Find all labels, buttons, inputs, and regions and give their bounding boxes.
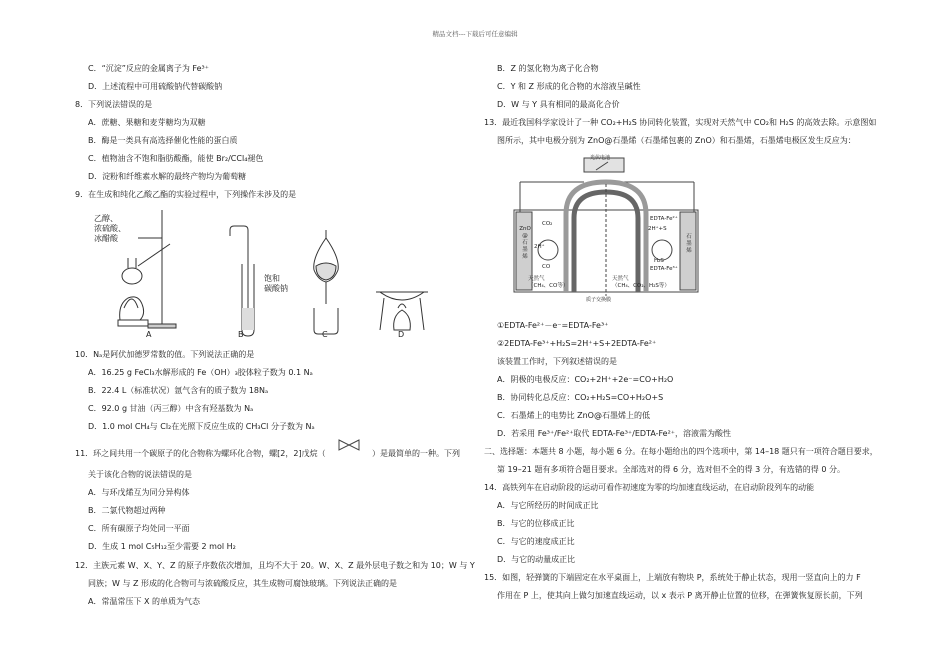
q7-option-c: C．“沉淀”反应的金属离子为 Fe³⁺ [88,64,209,73]
q12-option-c: C．Y 和 Z 形成的化合物的水溶液呈碱性 [497,82,641,91]
gas-left-line: （CH₄、CO等） [528,283,569,289]
q8-stem: 8．下列说法错误的是 [75,100,153,109]
q10-option-b: B．22.4 L（标准状况）氩气含有的质子数为 18Nₐ [88,386,269,395]
fig-label-c: C [322,330,328,339]
fig-a-reagent: 乙醇、 [94,214,118,223]
q14-option-a: A．与它所经历的时间成正比 [497,501,599,510]
graphene-char: 墨 [686,241,692,247]
spiropentane-structure-icon [338,439,360,451]
gas-left-line: 天然气 [528,276,545,282]
q13-stem-cont: 图所示，其中电极分别为 ZnO@石墨烯（石墨烯包裹的 ZnO）和石墨烯，石墨烯电极区发生反应为： [497,136,856,145]
species-2h: 2H⁺ [534,244,545,250]
fig-b-reagent-line: 碳酸钠 [264,284,288,293]
q11-option-a: A．与环戊烯互为同分异构体 [88,488,190,497]
q13-option-b: B．协同转化总反应：CO₂+H₂S=CO+H₂O+S [497,393,664,402]
q12-option-a: A．常温常压下 X 的单质为气态 [88,597,201,606]
q14-stem: 14．高铁列车在启动阶段的运动可看作初速度为零的均加速直线运动，在启动阶段列车的动能 [484,483,815,492]
zno-char: 石 [522,240,528,246]
species-edta-fe2: EDTA-Fe²⁺ [650,216,678,222]
q13-reaction-2: ②2EDTA-Fe³⁺+H₂S=2H⁺+S+2EDTA-Fe²⁺ [497,339,657,348]
fig-b-reagent-line: 饱和 [264,274,280,283]
q11-option-d: D．生成 1 mol C₅H₁₂至少需要 2 mol H₂ [88,542,236,551]
fig-a-reagents [94,214,126,244]
gas-right-label [612,276,670,290]
q7-option-d: D．上述流程中可用硫酸钠代替碳酸钠 [88,82,223,91]
gas-left-label [528,276,568,290]
q14-option-c: C．与它的速度成正比 [497,537,575,546]
q15-stem: 15．如图，轻弹簧的下端固定在水平桌面上，上端放有物块 P，系统处于静止状态，现用一竖直向上的力 F [484,573,861,582]
q13-option-a: A．阴极的电极反应：CO₂+2H⁺+2e⁻=CO+H₂O [497,375,674,384]
q11-option-c: C．所有碳原子均处同一平面 [88,524,190,533]
fig-label-d: D [398,330,405,339]
page-header: 精品文档---下载后可任意编辑 [432,30,518,38]
q13-device-figure [512,154,700,304]
zno-char: 烯 [522,254,528,260]
solar-panel-label: 光伏电池 [590,155,611,161]
q12-option-b: B．Z 的氢化物为离子化合物 [497,64,599,73]
q11-option-b: B．二氯代物超过两种 [88,506,166,515]
q11-stem-part1: 11．环之间共用一个碳原子的化合物称为螺环化合物，螺[2，2]戊烷（ [75,449,326,458]
q12-option-d: D．W 与 Y 具有相同的最高化合价 [497,100,620,109]
section-2-heading: 二、选择题：本题共 8 小题，每小题 6 分。在每小题给出的四个选项中，第 14–18 题只有一项符合题目要求， [484,447,878,456]
q10-option-c: C．92.0 g 甘油（丙三醇）中含有羟基数为 Nₐ [88,404,254,413]
q13-stem: 13．最近我国科学家设计了一种 CO₂+H₂S 协同转化装置，实现对天然气中 CO₂和 H₂S 的高效去除。示意图如 [484,118,877,127]
q9-apparatus-figure [88,208,468,343]
q10-option-a: A．16.25 g FeCl₃水解形成的 Fe（OH）₃胶体粒子数为 0.1 Nₐ [88,368,313,377]
graphene-char: 烯 [686,248,692,254]
membrane-label: 质子交换膜 [586,297,612,303]
zno-electrode-label [518,226,532,261]
zno-char: @ [522,233,528,239]
fig-label-b: B [238,330,244,339]
q11-stem-part2: ）是最简单的一种。下列 [372,449,460,458]
species-co2: CO₂ [542,221,553,227]
q9-stem: 9．在生成和纯化乙酸乙酯的实验过程中，下列操作未涉及的是 [75,190,297,199]
q10-option-d: D．1.0 mol CH₄与 Cl₂在光照下反应生成的 CH₃Cl 分子数为 Nₐ [88,422,315,431]
q15-stem-cont: 作用在 P 上，使其向上做匀加速直线运动，以 x 表示 P 离开静止位置的位移，在弹簧恢复原长前，下列 [497,591,863,600]
q13-option-c: C．石墨烯上的电势比 ZnO@石墨烯上的低 [497,411,650,420]
q13-reaction-1: ①EDTA-Fe²⁺－e⁻=EDTA-Fe³⁺ [497,321,609,330]
graphene-char: 石 [686,234,692,240]
species-co: CO [542,264,551,270]
q8-option-b: B．酶是一类具有高选择催化性能的蛋白质 [88,136,238,145]
gas-right-line: 天然气 [612,276,629,282]
q14-option-d: D．与它的动量成正比 [497,555,576,564]
zno-char: ZnO [519,226,531,232]
graphene-electrode-label [682,234,696,255]
q14-option-b: B．与它的位移成正比 [497,519,575,528]
q12-stem-cont: 同族；W 与 Z 形成的化合物可与浓硫酸反应，其生成物可腐蚀玻璃。下列说法正确的是 [88,579,398,588]
q8-option-d: D．淀粉和纤维素水解的最终产物均为葡萄糖 [88,172,247,181]
fig-b-reagent [264,274,288,294]
q8-option-a: A．蔗糖、果糖和麦芽糖均为双糖 [88,118,206,127]
fig-a-reagent: 浓硫酸、 [94,224,126,233]
q12-stem: 12．主族元素 W、X、Y、Z 的原子序数依次增加，且均不大于 20。W、X、Z 最外层电子数之和为 10；W 与 Y [75,561,475,570]
q11-stem-cont: 关于该化合物的说法错误的是 [88,470,192,479]
q13-question: 该装置工作时，下列叙述错误的是 [497,357,617,366]
species-2h-s: 2H⁺+S [648,226,667,232]
species-h2s: H₂S [654,258,664,264]
fig-label-a: A [146,330,152,339]
q13-option-d: D．若采用 Fe³⁺/Fe²⁺取代 EDTA-Fe³⁺/EDTA-Fe²⁺，溶液需为酸性 [497,429,732,438]
section-2-heading-cont: 第 19–21 题有多项符合题目要求。全部选对的得 6 分，选对但不全的得 3 分，有选错的得 0 分。 [497,465,845,474]
zno-char: 墨 [522,247,528,253]
q10-stem: 10．Nₐ是阿伏加德罗常数的值。下列说法正确的是 [75,350,255,359]
species-edta-fe3: EDTA-Fe³⁺ [650,266,678,272]
q8-option-c: C．植物油含不饱和脂肪酸酯，能使 Br₂/CCl₄褪色 [88,154,264,163]
fig-a-reagent: 冰醋酸 [94,234,118,243]
gas-right-line: （CH₄、CO₂、H₂S等） [612,283,670,289]
